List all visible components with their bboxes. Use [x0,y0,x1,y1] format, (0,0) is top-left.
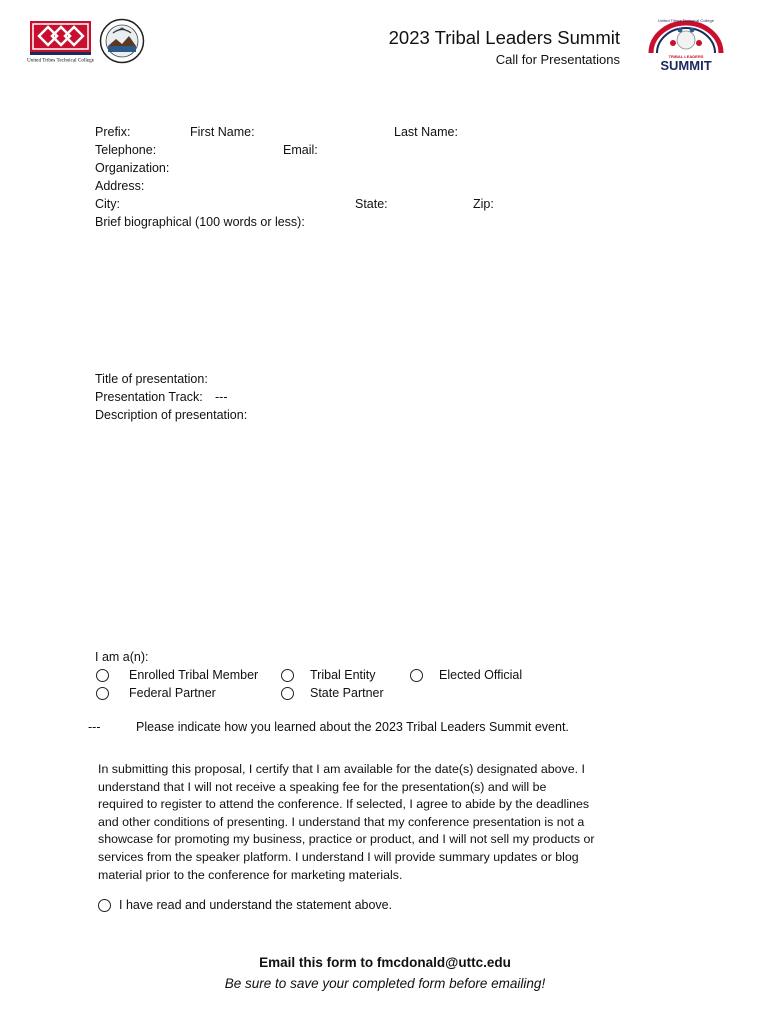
acknowledge-label: I have read and understand the statement above. [119,898,393,912]
enrolled-tribal-member-radio[interactable] [96,669,109,682]
first-name-label: First Name: [190,125,255,139]
presentation-title-input[interactable] [217,372,611,387]
description-textarea[interactable] [95,426,629,650]
last-name-label: Last Name: [394,125,458,139]
enrolled-tribal-member-label: Enrolled Tribal Member [129,668,259,682]
email-instructions: Email this form to fmcdonald@uttc.edu [259,955,511,970]
organization-label: Organization: [95,161,170,175]
affiliation-label: I am a(n): [95,650,149,664]
prefix-input[interactable] [133,125,185,140]
last-name-input[interactable] [460,125,610,140]
telephone-label: Telephone: [95,143,157,157]
state-partner-label: State Partner [310,686,384,700]
city-label: City: [95,197,120,211]
organization-input[interactable] [175,161,611,176]
federal-partner-radio[interactable] [96,687,109,700]
state-input[interactable] [392,197,467,212]
statement-line: and other conditions of presenting. I understand that my conference presentation is not a [98,814,585,829]
page-title: 2023 Tribal Leaders Summit [388,27,620,48]
svg-text:SUMMIT: SUMMIT [660,58,712,73]
uttc-logo [27,19,95,67]
presentation-title-label: Title of presentation: [95,372,208,386]
prefix-label: Prefix: [95,125,131,139]
description-label: Description of presentation: [95,408,248,422]
presentation-track-label: Presentation Track: [95,390,203,404]
zip-label: Zip: [473,197,494,211]
presentation-track-select[interactable]: --- [215,390,228,404]
save-reminder: Be sure to save your completed form before emailing! [224,976,546,991]
svg-text:TRIBAL LEADERS: TRIBAL LEADERS [668,54,704,59]
elected-official-radio[interactable] [410,669,423,682]
tribal-entity-radio[interactable] [281,669,294,682]
statement-line: services from the speaker platform. I understand I will provide summary updates or blog [98,849,579,864]
email-input[interactable] [321,143,611,158]
summit-logo [645,13,727,73]
tribal-seal-logo [99,18,145,64]
statement-line: In submitting this proposal, I certify that I am available for the date(s) designated above. I [98,762,585,776]
elected-official-label: Elected Official [439,668,523,682]
zip-input[interactable] [497,197,611,212]
tribal-entity-label: Tribal Entity [310,668,376,682]
telephone-input[interactable] [162,143,277,158]
certification-statement [98,761,628,884]
page-subtitle: Call for Presentations [495,52,620,67]
bio-textarea[interactable] [95,233,629,372]
federal-partner-label: Federal Partner [129,686,216,700]
referral-select[interactable]: --- [88,720,101,734]
statement-line: showcase for promoting my business, practice or product, and I will not sell my products or [98,832,595,847]
acknowledge-radio[interactable] [98,899,111,912]
email-label: Email: [283,143,318,157]
first-name-input[interactable] [258,125,388,140]
statement-line: material prior to the conference for marketing materials. [98,867,403,882]
statement-line: required to register to attend the conference. If selected, I agree to abide by the deadlines [98,797,590,812]
svg-text:United Tribes Technical Colleg: United Tribes Technical College [658,18,714,23]
statement-line: understand that I will not receive a speaking fee for the presentation(s) and will be [98,779,547,794]
svg-text:United Tribes Technical Colleg: United Tribes Technical College [27,57,95,64]
bio-label: Brief biographical (100 words or less): [95,215,305,229]
state-label: State: [355,197,388,211]
address-input[interactable] [148,179,611,194]
state-partner-radio[interactable] [281,687,294,700]
address-label: Address: [95,179,145,193]
referral-prompt: Please indicate how you learned about the 2023 Tribal Leaders Summit event. [136,720,569,734]
city-input[interactable] [124,197,349,212]
